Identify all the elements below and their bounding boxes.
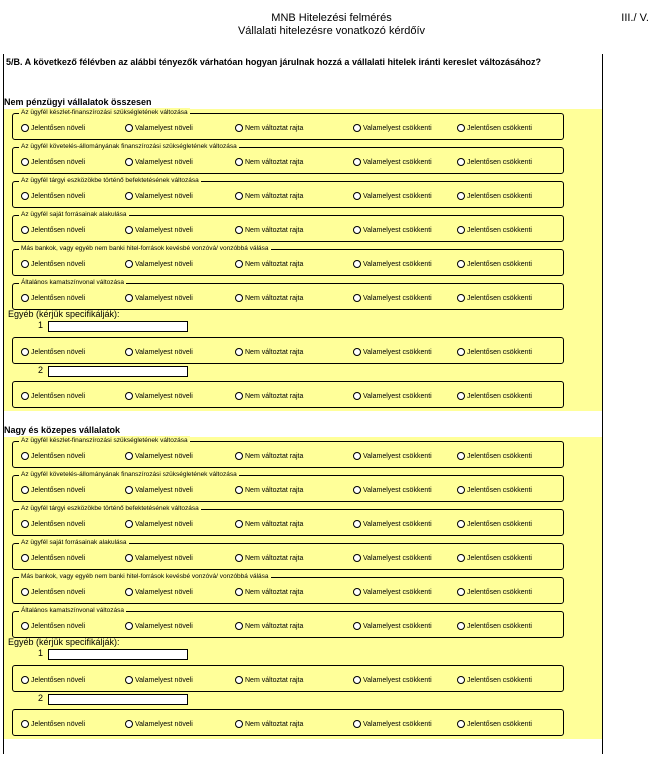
radio-option[interactable] <box>21 676 85 686</box>
radio-button[interactable] <box>21 158 29 166</box>
radio-option[interactable] <box>21 554 85 564</box>
radio-option-label: Valamelyest csökkenti <box>363 193 432 200</box>
radio-button[interactable] <box>21 622 29 630</box>
radio-option-label: Valamelyest növeli <box>135 555 193 562</box>
radio-option-label: Valamelyest növeli <box>135 521 193 528</box>
survey-subtitle: Vállalati hitelezésre vonatkozó kérdőív <box>237 25 426 37</box>
radio-button[interactable] <box>235 294 243 302</box>
radio-button[interactable] <box>125 294 133 302</box>
radio-option[interactable] <box>21 588 85 598</box>
radio-option-label: Jelentősen csökkenti <box>467 349 532 356</box>
factor-label: Az ügyfél készlet-finanszírozási szükségletének változása <box>21 109 188 116</box>
radio-option-label: Nem változtat rajta <box>245 589 304 596</box>
radio-button[interactable] <box>235 622 243 630</box>
radio-option-label: Nem változtat rajta <box>245 487 304 494</box>
section-title: Nagy és közepes vállalatok <box>4 425 121 435</box>
radio-button[interactable] <box>457 486 465 494</box>
radio-option[interactable] <box>353 158 432 168</box>
radio-button[interactable] <box>21 124 29 132</box>
radio-option[interactable] <box>457 486 532 496</box>
radio-button[interactable] <box>457 588 465 596</box>
radio-button[interactable] <box>353 486 361 494</box>
radio-button[interactable] <box>457 622 465 630</box>
factor-group <box>12 437 564 468</box>
factor-group <box>12 665 564 692</box>
radio-option[interactable] <box>457 260 532 270</box>
radio-option-label: Valamelyest csökkenti <box>363 125 432 132</box>
radio-button[interactable] <box>235 124 243 132</box>
radio-option[interactable] <box>21 520 85 530</box>
radio-button[interactable] <box>125 226 133 234</box>
radio-button[interactable] <box>21 226 29 234</box>
radio-option-label: Jelentősen csökkenti <box>467 677 532 684</box>
radio-option[interactable] <box>125 554 193 564</box>
radio-option-label: Nem változtat rajta <box>245 261 304 268</box>
radio-option[interactable] <box>457 520 532 530</box>
right-border <box>602 54 603 754</box>
radio-option-label: Nem változtat rajta <box>245 227 304 234</box>
radio-option[interactable] <box>235 392 303 402</box>
radio-option[interactable] <box>353 392 432 402</box>
radio-option[interactable] <box>353 720 432 730</box>
radio-option-label: Jelentősen csökkenti <box>467 159 532 166</box>
radio-option-label: Jelentősen csökkenti <box>467 623 532 630</box>
radio-button[interactable] <box>125 676 133 684</box>
radio-option-label: Valamelyest csökkenti <box>363 721 432 728</box>
factor-group <box>12 471 564 502</box>
radio-option-label: Jelentősen növeli <box>31 623 86 630</box>
radio-option-label: Nem változtat rajta <box>245 677 304 684</box>
radio-option[interactable] <box>235 622 303 632</box>
radio-option[interactable] <box>21 392 85 402</box>
radio-button[interactable] <box>21 554 29 562</box>
factor-group <box>12 143 564 174</box>
radio-option-label: Nem változtat rajta <box>245 521 304 528</box>
radio-option-label: Valamelyest növeli <box>135 623 193 630</box>
radio-option-label: Jelentősen csökkenti <box>467 125 532 132</box>
radio-button[interactable] <box>457 676 465 684</box>
radio-option-label: Valamelyest csökkenti <box>363 261 432 268</box>
radio-option[interactable] <box>125 192 193 202</box>
radio-option-label: Nem változtat rajta <box>245 193 304 200</box>
radio-option[interactable] <box>235 520 303 530</box>
radio-option[interactable] <box>125 226 193 236</box>
other-specify-input[interactable] <box>48 649 188 660</box>
radio-option-label: Nem változtat rajta <box>245 295 304 302</box>
factor-group <box>12 607 564 638</box>
page-number: III./ V. <box>621 12 649 24</box>
radio-option[interactable] <box>235 348 303 358</box>
radio-button[interactable] <box>235 260 243 268</box>
section-title: Nem pénzügyi vállalatok összesen <box>4 97 152 107</box>
radio-option[interactable] <box>457 676 532 686</box>
radio-option[interactable] <box>457 554 532 564</box>
radio-button[interactable] <box>125 520 133 528</box>
radio-button[interactable] <box>21 294 29 302</box>
radio-option[interactable] <box>21 226 85 236</box>
radio-option[interactable] <box>235 720 303 730</box>
radio-option-label: Valamelyest csökkenti <box>363 349 432 356</box>
radio-option[interactable] <box>457 392 532 402</box>
radio-option[interactable] <box>21 348 85 358</box>
radio-option-label: Nem változtat rajta <box>245 623 304 630</box>
radio-option-label: Valamelyest csökkenti <box>363 453 432 460</box>
radio-option[interactable] <box>235 452 303 462</box>
radio-option-label: Jelentősen csökkenti <box>467 721 532 728</box>
radio-option-label: Valamelyest növeli <box>135 193 193 200</box>
radio-option[interactable] <box>21 124 85 134</box>
radio-option[interactable] <box>457 348 532 358</box>
factor-group <box>12 177 564 208</box>
radio-button[interactable] <box>353 192 361 200</box>
radio-button[interactable] <box>457 294 465 302</box>
factor-label: Az ügyfél tárgyi eszközökbe történő befektetésének változása <box>21 505 199 512</box>
survey-title: MNB Hitelezési felmérés <box>271 12 392 24</box>
radio-option[interactable] <box>457 622 532 632</box>
radio-option-label: Valamelyest növeli <box>135 677 193 684</box>
radio-option[interactable] <box>235 554 303 564</box>
radio-button[interactable] <box>21 392 29 400</box>
radio-option[interactable] <box>21 452 85 462</box>
radio-option-label: Valamelyest növeli <box>135 589 193 596</box>
radio-option-label: Valamelyest növeli <box>135 125 193 132</box>
radio-button[interactable] <box>125 588 133 596</box>
other-specify-input[interactable] <box>48 366 188 377</box>
factor-label: Az ügyfél készlet-finanszírozási szükségletének változása <box>21 437 188 444</box>
radio-option[interactable] <box>353 260 432 270</box>
radio-button[interactable] <box>353 124 361 132</box>
factor-group <box>12 337 564 364</box>
radio-option[interactable] <box>457 720 532 730</box>
other-specify-input[interactable] <box>48 694 188 705</box>
question-text: 5/B. A következő félévben az alábbi tényezők várhatóan hogyan járulnak hozzá a vállalati hitelek iránti kereslet változásához? <box>6 57 542 67</box>
radio-button[interactable] <box>125 348 133 356</box>
factor-label: Általános kamatszínvonal változása <box>21 607 124 614</box>
radio-option[interactable] <box>353 124 432 134</box>
radio-option[interactable] <box>21 192 85 202</box>
factor-group <box>12 245 564 276</box>
radio-option-label: Valamelyest növeli <box>135 261 193 268</box>
radio-button[interactable] <box>125 720 133 728</box>
radio-button[interactable] <box>125 554 133 562</box>
radio-option-label: Valamelyest növeli <box>135 349 193 356</box>
radio-button[interactable] <box>235 392 243 400</box>
radio-option-label: Jelentősen csökkenti <box>467 555 532 562</box>
radio-option[interactable] <box>125 124 193 134</box>
radio-option[interactable] <box>21 158 85 168</box>
radio-option-label: Valamelyest növeli <box>135 295 193 302</box>
radio-option-label: Valamelyest növeli <box>135 721 193 728</box>
radio-button[interactable] <box>353 588 361 596</box>
radio-option-label: Jelentősen növeli <box>31 721 86 728</box>
factor-group <box>12 573 564 604</box>
factor-label: Az ügyfél tárgyi eszközökbe történő befektetésének változása <box>21 177 199 184</box>
radio-button[interactable] <box>21 588 29 596</box>
other-label: Egyéb (kérjük specifikálják): <box>8 637 120 647</box>
radio-option[interactable] <box>353 554 432 564</box>
radio-option-label: Jelentősen növeli <box>31 159 86 166</box>
radio-option[interactable] <box>457 588 532 598</box>
radio-button[interactable] <box>353 676 361 684</box>
factor-label: Az ügyfél saját forrásainak alakulása <box>21 539 127 546</box>
radio-option[interactable] <box>457 226 532 236</box>
radio-button[interactable] <box>235 348 243 356</box>
radio-option[interactable] <box>125 622 193 632</box>
radio-button[interactable] <box>235 588 243 596</box>
radio-option[interactable] <box>125 260 193 270</box>
radio-option-label: Valamelyest csökkenti <box>363 623 432 630</box>
radio-option[interactable] <box>21 260 85 270</box>
radio-option[interactable] <box>125 348 193 358</box>
other-number: 2 <box>38 365 44 375</box>
radio-option-label: Jelentősen növeli <box>31 193 86 200</box>
radio-button[interactable] <box>457 520 465 528</box>
radio-button[interactable] <box>21 452 29 460</box>
radio-option-label: Jelentősen csökkenti <box>467 453 532 460</box>
radio-option-label: Valamelyest csökkenti <box>363 521 432 528</box>
radio-option[interactable] <box>125 294 193 304</box>
radio-option[interactable] <box>235 260 303 270</box>
radio-option-label: Valamelyest csökkenti <box>363 487 432 494</box>
radio-button[interactable] <box>125 192 133 200</box>
factor-label: Az ügyfél követelés-állományának finanszírozási szükségletének változása <box>21 143 237 150</box>
radio-button[interactable] <box>457 192 465 200</box>
radio-option[interactable] <box>21 622 85 632</box>
radio-option[interactable] <box>125 588 193 598</box>
radio-button[interactable] <box>457 124 465 132</box>
other-label: Egyéb (kérjük specifikálják): <box>8 309 120 319</box>
radio-option[interactable] <box>353 452 432 462</box>
radio-button[interactable] <box>125 622 133 630</box>
radio-option-label: Jelentősen csökkenti <box>467 487 532 494</box>
radio-button[interactable] <box>353 720 361 728</box>
radio-button[interactable] <box>21 520 29 528</box>
radio-button[interactable] <box>21 676 29 684</box>
radio-option-label: Valamelyest csökkenti <box>363 393 432 400</box>
radio-option[interactable] <box>125 486 193 496</box>
radio-option-label: Nem változtat rajta <box>245 721 304 728</box>
radio-option[interactable] <box>353 348 432 358</box>
radio-button[interactable] <box>235 676 243 684</box>
factor-group <box>12 709 564 736</box>
radio-button[interactable] <box>235 452 243 460</box>
radio-option[interactable] <box>457 294 532 304</box>
radio-button[interactable] <box>353 622 361 630</box>
radio-option-label: Valamelyest növeli <box>135 487 193 494</box>
radio-button[interactable] <box>235 720 243 728</box>
factor-group <box>12 539 564 570</box>
radio-option-label: Jelentősen növeli <box>31 261 86 268</box>
other-number: 2 <box>38 693 44 703</box>
radio-option-label: Valamelyest csökkenti <box>363 555 432 562</box>
factor-group <box>12 109 564 140</box>
radio-option-label: Valamelyest csökkenti <box>363 227 432 234</box>
radio-option-label: Nem változtat rajta <box>245 125 304 132</box>
radio-button[interactable] <box>21 486 29 494</box>
radio-option[interactable] <box>457 124 532 134</box>
radio-button[interactable] <box>353 392 361 400</box>
radio-button[interactable] <box>235 520 243 528</box>
radio-option[interactable] <box>353 676 432 686</box>
radio-option-label: Valamelyest növeli <box>135 159 193 166</box>
radio-option[interactable] <box>457 158 532 168</box>
radio-button[interactable] <box>353 294 361 302</box>
radio-option-label: Jelentősen csökkenti <box>467 393 532 400</box>
radio-option-label: Jelentősen csökkenti <box>467 261 532 268</box>
section-background <box>4 109 602 411</box>
radio-button[interactable] <box>457 392 465 400</box>
radio-option-label: Jelentősen növeli <box>31 677 86 684</box>
radio-button[interactable] <box>235 486 243 494</box>
radio-option[interactable] <box>125 158 193 168</box>
radio-button[interactable] <box>353 260 361 268</box>
radio-button[interactable] <box>457 158 465 166</box>
radio-option-label: Jelentősen növeli <box>31 589 86 596</box>
radio-button[interactable] <box>457 720 465 728</box>
radio-option[interactable] <box>125 676 193 686</box>
radio-option[interactable] <box>235 676 303 686</box>
radio-button[interactable] <box>125 158 133 166</box>
other-number: 1 <box>38 320 44 330</box>
radio-option-label: Jelentősen csökkenti <box>467 521 532 528</box>
radio-button[interactable] <box>125 124 133 132</box>
radio-button[interactable] <box>353 226 361 234</box>
radio-option[interactable] <box>125 392 193 402</box>
factor-group <box>12 279 564 310</box>
radio-option[interactable] <box>21 486 85 496</box>
radio-button[interactable] <box>457 260 465 268</box>
radio-option-label: Nem változtat rajta <box>245 555 304 562</box>
radio-option[interactable] <box>353 622 432 632</box>
radio-option-label: Jelentősen csökkenti <box>467 589 532 596</box>
factor-label: Általános kamatszínvonal változása <box>21 279 124 286</box>
radio-option[interactable] <box>457 452 532 462</box>
radio-option-label: Nem változtat rajta <box>245 159 304 166</box>
radio-button[interactable] <box>125 452 133 460</box>
radio-option[interactable] <box>353 226 432 236</box>
radio-button[interactable] <box>21 348 29 356</box>
radio-option-label: Valamelyest csökkenti <box>363 589 432 596</box>
radio-button[interactable] <box>21 260 29 268</box>
radio-button[interactable] <box>457 348 465 356</box>
radio-button[interactable] <box>457 554 465 562</box>
radio-option-label: Jelentősen növeli <box>31 521 86 528</box>
radio-option[interactable] <box>353 520 432 530</box>
radio-option[interactable] <box>235 486 303 496</box>
radio-button[interactable] <box>353 520 361 528</box>
radio-option[interactable] <box>353 192 432 202</box>
radio-button[interactable] <box>125 486 133 494</box>
radio-option-label: Valamelyest csökkenti <box>363 159 432 166</box>
radio-option-label: Valamelyest növeli <box>135 227 193 234</box>
radio-option[interactable] <box>21 720 85 730</box>
radio-option-label: Jelentősen csökkenti <box>467 227 532 234</box>
section-background <box>4 437 602 739</box>
radio-option[interactable] <box>235 192 303 202</box>
radio-button[interactable] <box>235 192 243 200</box>
radio-button[interactable] <box>457 452 465 460</box>
radio-option-label: Nem változtat rajta <box>245 349 304 356</box>
radio-button[interactable] <box>21 720 29 728</box>
radio-option-label: Valamelyest növeli <box>135 453 193 460</box>
radio-option[interactable] <box>457 192 532 202</box>
radio-button[interactable] <box>353 348 361 356</box>
radio-option[interactable] <box>235 294 303 304</box>
radio-option-label: Jelentősen növeli <box>31 227 86 234</box>
radio-button[interactable] <box>125 260 133 268</box>
radio-option[interactable] <box>235 124 303 134</box>
radio-option-label: Jelentősen csökkenti <box>467 295 532 302</box>
radio-button[interactable] <box>353 554 361 562</box>
radio-option[interactable] <box>235 226 303 236</box>
radio-button[interactable] <box>125 392 133 400</box>
radio-option-label: Nem változtat rajta <box>245 393 304 400</box>
radio-button[interactable] <box>353 158 361 166</box>
radio-option-label: Jelentősen növeli <box>31 487 86 494</box>
other-specify-input[interactable] <box>48 321 188 332</box>
radio-option-label: Jelentősen növeli <box>31 555 86 562</box>
radio-button[interactable] <box>21 192 29 200</box>
factor-label: Az ügyfél saját forrásainak alakulása <box>21 211 127 218</box>
radio-option[interactable] <box>125 720 193 730</box>
factor-group <box>12 381 564 408</box>
radio-option[interactable] <box>125 452 193 462</box>
factor-label: Más bankok, vagy egyéb nem banki hitel-források kevésbé vonzóvá/ vonzóbbá válása <box>21 245 269 252</box>
radio-option-label: Valamelyest csökkenti <box>363 295 432 302</box>
radio-option[interactable] <box>235 158 303 168</box>
radio-button[interactable] <box>353 452 361 460</box>
radio-option-label: Jelentősen növeli <box>31 125 86 132</box>
factor-group <box>12 505 564 536</box>
radio-option[interactable] <box>353 294 432 304</box>
factor-label: Az ügyfél követelés-állományának finanszírozási szükségletének változása <box>21 471 237 478</box>
radio-option[interactable] <box>353 588 432 598</box>
other-number: 1 <box>38 648 44 658</box>
factor-group <box>12 211 564 242</box>
radio-option[interactable] <box>21 294 85 304</box>
radio-option[interactable] <box>125 520 193 530</box>
radio-button[interactable] <box>457 226 465 234</box>
radio-button[interactable] <box>235 226 243 234</box>
radio-option-label: Nem változtat rajta <box>245 453 304 460</box>
radio-option-label: Jelentősen növeli <box>31 349 86 356</box>
radio-button[interactable] <box>235 554 243 562</box>
radio-button[interactable] <box>235 158 243 166</box>
radio-option-label: Jelentősen növeli <box>31 295 86 302</box>
radio-option[interactable] <box>235 588 303 598</box>
radio-option-label: Valamelyest növeli <box>135 393 193 400</box>
radio-option[interactable] <box>353 486 432 496</box>
radio-option-label: Jelentősen növeli <box>31 393 86 400</box>
radio-option-label: Jelentősen növeli <box>31 453 86 460</box>
factor-label: Más bankok, vagy egyéb nem banki hitel-források kevésbé vonzóvá/ vonzóbbá válása <box>21 573 269 580</box>
radio-option-label: Valamelyest csökkenti <box>363 677 432 684</box>
radio-option-label: Jelentősen csökkenti <box>467 193 532 200</box>
